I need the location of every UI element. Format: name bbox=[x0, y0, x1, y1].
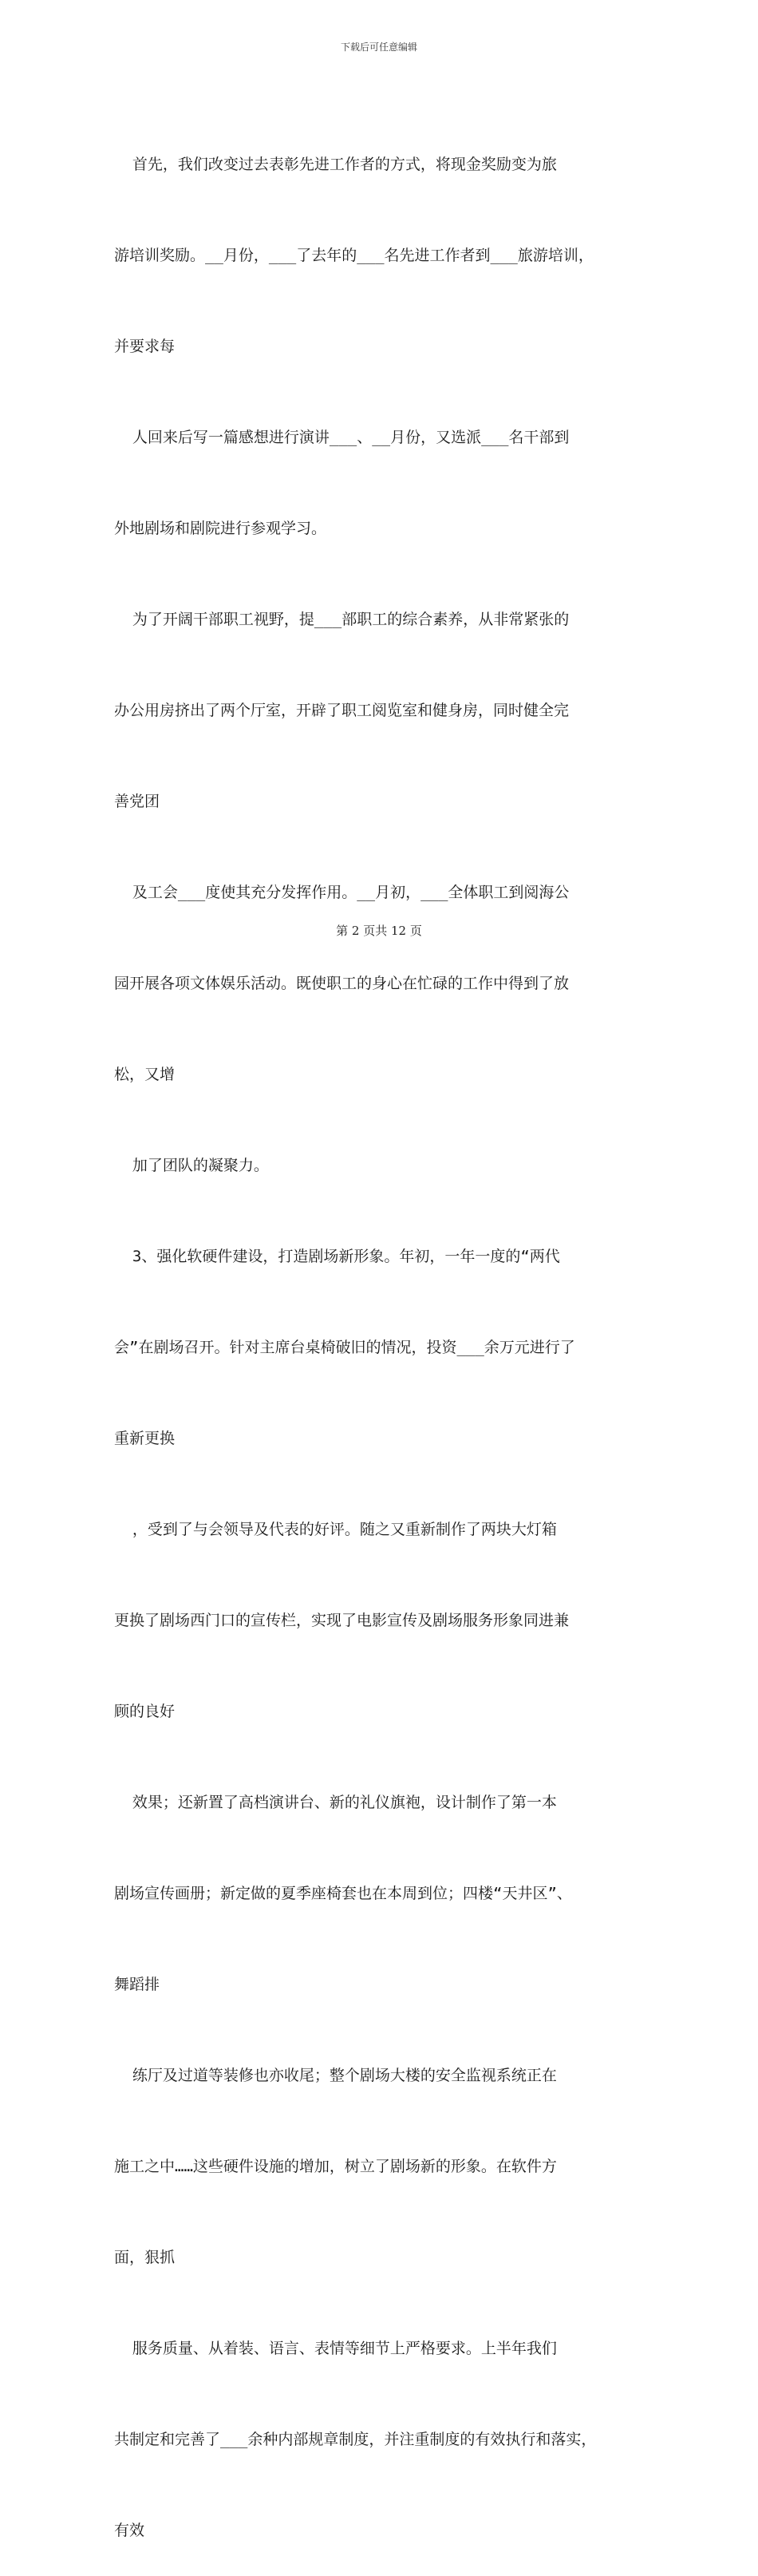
text-line: 松，又增 bbox=[114, 1066, 176, 1083]
text-line: 更换了剧场西门口的宣传栏，实现了电影宣传及剧场服务形象同进兼 bbox=[114, 1612, 570, 1629]
text-line: 面，狠抓 bbox=[114, 2249, 176, 2266]
text-line: 并要求每 bbox=[114, 338, 176, 355]
text-line: 办公用房挤出了两个厅室，开辟了职工阅览室和健身房，同时健全完 bbox=[114, 702, 570, 719]
text-line: 有效 bbox=[114, 2522, 145, 2539]
text-line: 首先，我们改变过去表彰先进工作者的方式，将现金奖励变为旅 bbox=[114, 156, 557, 173]
text-line: 服务质量、从着装、语言、表情等细节上严格要求。上半年我们 bbox=[114, 2340, 557, 2357]
text-line: 舞蹈排 bbox=[114, 1976, 160, 1993]
text-line: 加了团队的凝聚力。 bbox=[114, 1157, 269, 1174]
text-line: 人回来后写一篇感想进行演讲___、__月份，又选派___名干部到 bbox=[114, 429, 570, 446]
text-line: 练厅及过道等装修也亦收尾；整个剧场大楼的安全监视系统正在 bbox=[114, 2067, 557, 2084]
text-line: ，受到了与会领导及代表的好评。随之又重新制作了两块大灯箱 bbox=[114, 1521, 557, 1538]
text-line: 外地剧场和剧院进行参观学习。 bbox=[114, 520, 327, 537]
text-line: 顾的良好 bbox=[114, 1703, 176, 1720]
text-line: 为了开阔干部职工视野，提___部职工的综合素养，从非常紧张的 bbox=[114, 611, 570, 628]
page-header: 下载后可任意编辑 bbox=[340, 42, 417, 53]
text-line: 效果；还新置了高档演讲台、新的礼仪旗袍，设计制作了第一本 bbox=[114, 1794, 557, 1811]
text-line: 重新更换 bbox=[114, 1430, 176, 1447]
text-line: 游培训奖励。__月份，___了去年的___名先进工作者到___旅游培训， bbox=[114, 247, 594, 264]
text-line: 共制定和完善了___余种内部规章制度，并注重制度的有效执行和落实， bbox=[114, 2431, 597, 2448]
page-number-footer: 第 2 页共 12 页 bbox=[336, 924, 422, 938]
text-line: 及工会___度使其充分发挥作用。__月初，___全体职工到阅海公 bbox=[114, 884, 570, 901]
text-line: 园开展各项文体娱乐活动。既使职工的身心在忙碌的工作中得到了放 bbox=[114, 975, 570, 992]
text-line: 善党团 bbox=[114, 793, 160, 810]
text-line: 会”在剧场召开。针对主席台桌椅破旧的情况，投资___余万元进行了 bbox=[114, 1339, 575, 1356]
text-line: 施工之中……这些硬件设施的增加，树立了剧场新的形象。在软件方 bbox=[114, 2158, 557, 2175]
text-line: 剧场宣传画册；新定做的夏季座椅套也在本周到位；四楼“天井区”、 bbox=[114, 1885, 572, 1902]
text-line: 3、强化软硬件建设，打造剧场新形象。年初，一年一度的“两代 bbox=[114, 1248, 560, 1265]
document-body bbox=[114, 89, 657, 2576]
